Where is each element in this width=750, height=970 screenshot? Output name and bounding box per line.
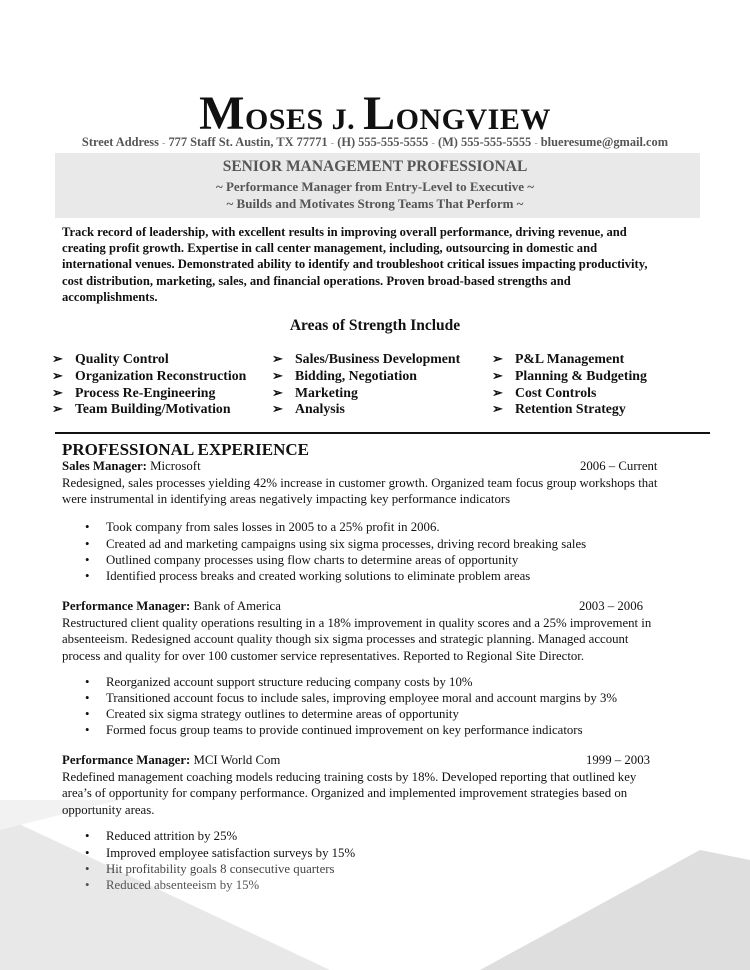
bullet-icon: • (85, 553, 90, 567)
home-phone: (H) 555-555-5555 (337, 135, 429, 149)
strength-item: ➢ Quality Control (52, 351, 169, 366)
job-description: Redesigned, sales processes yielding 42% increase in customer growth. Organized team focus group workshops that were instrumental in identifying areas negatively impacting key performance indicators (62, 476, 658, 507)
arrow-icon: ➢ (492, 351, 503, 366)
street-address: Street Address (81, 135, 159, 149)
arrow-icon: ➢ (52, 385, 63, 400)
job-title-line: Performance Manager: Bank of America (62, 599, 281, 613)
list-item: • Formed focus group teams to provide continued improvement on key performance indicators (85, 723, 583, 737)
bullet-icon: • (85, 846, 90, 860)
arrow-icon: ➢ (272, 401, 283, 416)
strength-item: ➢ Bidding, Negotiation (272, 368, 417, 383)
strength-item: ➢ Organization Reconstruction (52, 368, 247, 383)
email-address[interactable]: blueresume@gmail.com (540, 135, 669, 149)
arrow-icon: ➢ (272, 368, 283, 383)
strength-item: ➢ Analysis (272, 401, 345, 416)
list-item: • Created ad and marketing campaigns using six sigma processes, driving record breaking sales (85, 537, 587, 551)
bullet-icon: • (85, 723, 90, 737)
job-dates: 1999 – 2003 (586, 753, 650, 767)
mobile-phone: (M) 555-555-5555 (437, 135, 532, 149)
headline-tagline-1: ~ Performance Manager from Entry-Level to Executive ~ (215, 179, 535, 194)
list-item: • Outlined company processes using flow charts to determine areas of opportunity (85, 553, 519, 567)
arrow-icon: ➢ (492, 368, 503, 383)
strength-item: ➢ Planning & Budgeting (492, 368, 647, 383)
arrow-icon: ➢ (492, 385, 503, 400)
list-item: • Created six sigma strategy outlines to determine areas of opportunity (85, 707, 459, 721)
job-description: Restructured client quality operations resulting in a 18% improvement in quality scores and a 25% improvement in absenteeism. Redesigned account quality though six sigma processes and strategic planning. Managed account process and quality for over 100 customer service representatives. Reported to Regional Site Director. (62, 616, 652, 663)
strength-item: ➢ Cost Controls (492, 385, 597, 400)
strength-item: ➢ Retention Strategy (492, 401, 626, 416)
strength-item: ➢ Sales/Business Development (272, 351, 461, 366)
list-item: • Improved employee satisfaction surveys by 15% (85, 846, 356, 860)
bullet-icon: • (85, 707, 90, 721)
list-item: • Hit profitability goals 8 consecutive quarters (85, 862, 335, 876)
arrow-icon: ➢ (52, 351, 63, 366)
bullet-icon: • (85, 569, 90, 583)
strength-item: ➢ Marketing (272, 385, 358, 400)
arrow-icon: ➢ (272, 385, 283, 400)
bullet-icon: • (85, 691, 90, 705)
strength-item: ➢ Process Re-Engineering (52, 385, 216, 400)
bullet-icon: • (85, 878, 90, 892)
bullet-icon: • (85, 537, 90, 551)
headline-title: SENIOR MANAGEMENT PROFESSIONAL (222, 158, 528, 175)
headline-tagline-2: ~ Builds and Motivates Strong Teams That Perform ~ (226, 196, 524, 211)
bullet-icon: • (85, 829, 90, 843)
summary-paragraph: Track record of leadership, with excellent results in improving overall performance, driving revenue, and creating profit growth. Expertise in call center management, including, outsourcing in domestic and international venues. Demonstrated ability to identify and troubleshoot critical issues impacting productivity, cost distribution, marketing, sales, and financial operations. Proven broad-based strengths and accomplishments. (62, 225, 648, 304)
list-item: • Reduced absenteeism by 15% (85, 878, 260, 892)
contact-line: Street Address - 777 Staff St. Austin, TX 77771 - (H) 555-555-5555 - (M) 555-555-5555 - blueresume@gmail.com (81, 135, 669, 149)
strength-item: ➢ Team Building/Motivation (52, 401, 231, 416)
job-description: Redefined management coaching models reducing training costs by 18%. Developed reporting that outlined key area’s of opportunity for company performance. Organized and implemented improvement strategies based on opportunity areas. (62, 770, 637, 817)
strength-item: ➢ P&L Management (492, 351, 625, 366)
job-title-line: Performance Manager: MCI World Com (62, 753, 281, 767)
arrow-icon: ➢ (272, 351, 283, 366)
bullet-icon: • (85, 862, 90, 876)
list-item: • Reduced attrition by 25% (85, 829, 238, 843)
bullet-icon: • (85, 675, 90, 689)
job-title-line: Sales Manager: Microsoft (62, 459, 201, 473)
arrow-icon: ➢ (52, 401, 63, 416)
list-item: • Transitioned account focus to include sales, improving employee moral and account margins by 3% (85, 691, 618, 705)
list-item: • Reorganized account support structure reducing company costs by 10% (85, 675, 473, 689)
job-dates: 2003 – 2006 (579, 599, 643, 613)
candidate-name: MOSES J. LONGVIEW (199, 87, 551, 140)
experience-heading: PROFESSIONAL EXPERIENCE (62, 440, 310, 459)
list-item: • Took company from sales losses in 2005 to a 25% profit in 2006. (85, 520, 440, 534)
city-address: 777 Staff St. Austin, TX 77771 (168, 135, 328, 149)
strengths-heading: Areas of Strength Include (289, 317, 461, 334)
section-divider (55, 432, 710, 434)
job-dates: 2006 – Current (580, 459, 658, 473)
arrow-icon: ➢ (492, 401, 503, 416)
bullet-icon: • (85, 520, 90, 534)
arrow-icon: ➢ (52, 368, 63, 383)
list-item: • Identified process breaks and created working solutions to eliminate problem areas (85, 569, 531, 583)
